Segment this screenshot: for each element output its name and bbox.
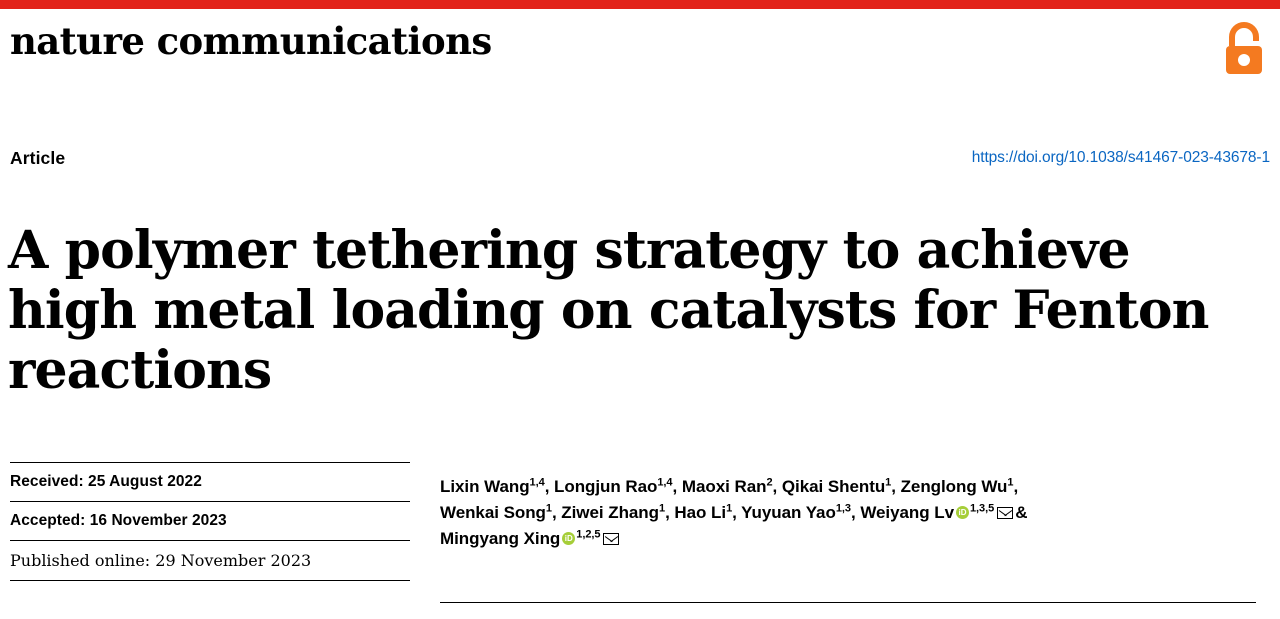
author-affiliation-marker: 1,3,5 [969, 502, 995, 515]
orcid-icon[interactable] [956, 506, 969, 519]
author-list [440, 474, 1240, 551]
author-name[interactable]: , Maoxi Ran [672, 477, 767, 496]
journal-masthead: nature communications [10, 19, 492, 63]
author-affiliation-marker: 1 [545, 502, 552, 515]
author-name[interactable]: , Ziwei Zhang [551, 502, 659, 522]
author-affiliation-marker: 2 [766, 476, 773, 489]
author-name[interactable]: , Yuyuan Yao [732, 502, 836, 522]
author-affiliation-marker: 1,4 [529, 476, 545, 489]
author-name[interactable]: Mingyang Xing [440, 528, 561, 548]
accepted-date: Accepted: 16 November 2023 [10, 501, 410, 540]
author-section-divider [440, 602, 1256, 603]
author-separator: , [1013, 477, 1019, 496]
author-name[interactable]: , Qikai Shentu [772, 477, 886, 496]
email-icon[interactable] [603, 533, 619, 545]
brand-top-rule [0, 0, 1280, 9]
author-affiliation-marker: 1 [726, 502, 733, 515]
author-affiliation-marker: 1 [885, 476, 892, 489]
author-name[interactable]: Wenkai Song [440, 502, 546, 522]
open-access-icon [1222, 20, 1266, 76]
page-title: A polymer tethering strategy to achieve high metal loading on catalysts for Fenton reactions [8, 219, 1209, 402]
author-affiliation-marker: 1 [1007, 476, 1014, 489]
author-name[interactable]: , Hao Li [665, 502, 727, 522]
published-date: Published online: 29 November 2023 [10, 540, 410, 581]
author-separator: & [1015, 502, 1028, 522]
author-name[interactable]: , Weiyang Lv [850, 502, 954, 522]
author-name[interactable]: , Longjun Rao [544, 477, 658, 496]
header-row [10, 148, 1270, 172]
author-affiliation-marker: 1 [658, 502, 666, 515]
author-name[interactable]: , Zenglong Wu [891, 477, 1008, 496]
author-affiliation-marker: 1,3 [835, 502, 851, 515]
received-date: Received: 25 August 2022 [10, 462, 410, 501]
doi-link[interactable]: https://doi.org/10.1038/s41467-023-43678-1 [971, 149, 1270, 166]
article-kicker: Article [10, 148, 66, 168]
author-name[interactable]: Lixin Wang [440, 477, 530, 496]
email-icon[interactable] [997, 507, 1013, 519]
orcid-icon[interactable] [562, 532, 575, 545]
author-affiliation-marker: 1,2,5 [576, 528, 601, 540]
publication-dates [10, 462, 410, 581]
author-affiliation-marker: 1,4 [657, 476, 673, 489]
